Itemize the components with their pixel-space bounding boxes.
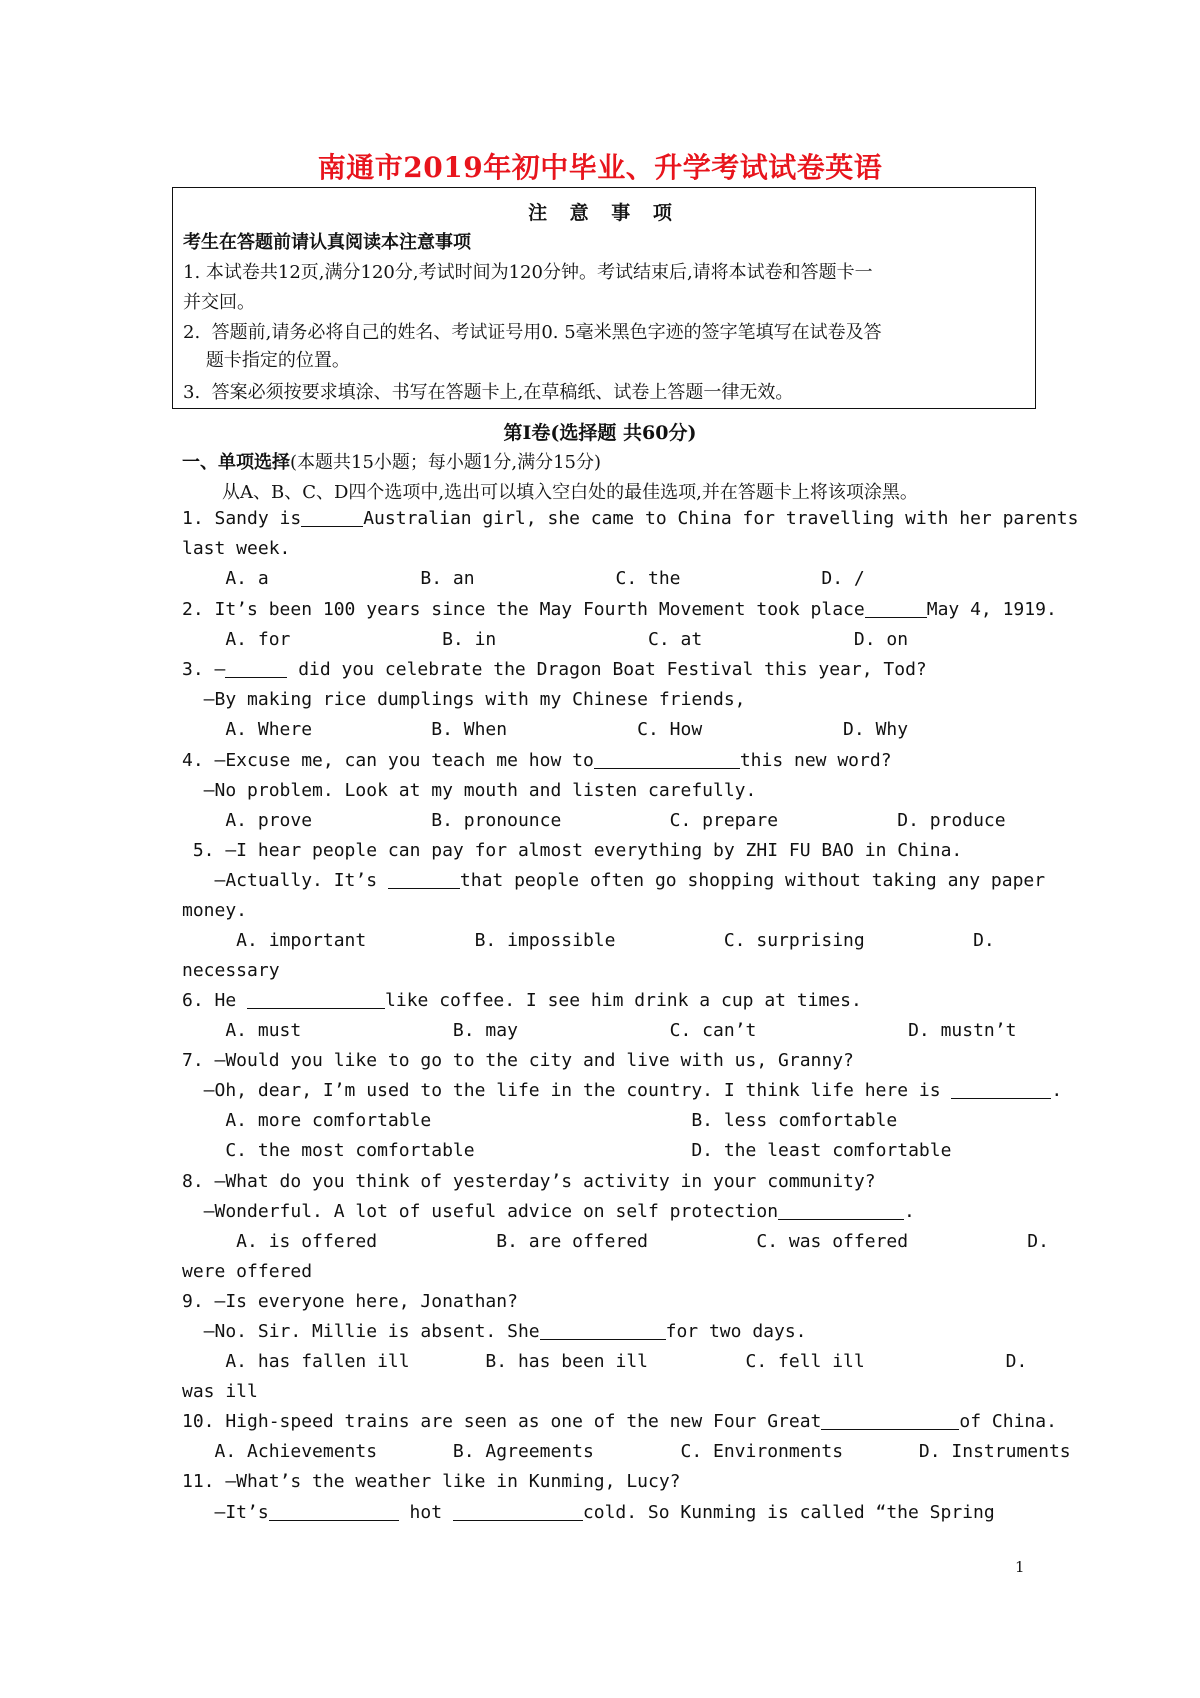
question-line: —No. Sir. Millie is absent. She for two days. [182,1321,807,1342]
question-line: —No problem. Look at my mouth and listen carefully. [182,780,757,801]
options-line: were offered [182,1261,313,1282]
question-line: money. [182,900,248,921]
notice-subheading: 考生在答题前请认真阅读本注意事项 [183,232,471,253]
answer-blank [594,750,740,769]
notice-item: 1. 本试卷共12页,满分120分,考试时间为120分钟。考试结束后,请将本试卷和答题卡一 [183,262,873,283]
question-line: 10. High-speed trains are seen as one of the new Four Great of China. [182,1411,1057,1432]
question-line: —Actually. It’s that people often go shopping without taking any paper [182,870,1046,891]
answer-blank [388,870,460,889]
question-line: 11. —What’s the weather like in Kunming, Lucy? [182,1471,681,1492]
question-line: —Wonderful. A lot of useful advice on self protection . [182,1201,915,1222]
answer-blank [225,659,287,678]
question-line: 1. Sandy is Australian girl, she came to China for travelling with her parents [182,508,1079,529]
section-heading [182,448,601,474]
options-line: A. prove B. pronounce C. prepare D. produce [182,810,1006,831]
options-line: C. the most comfortable D. the least comfortable [182,1140,952,1161]
options-line: was ill [182,1381,258,1402]
notice-box [172,187,1036,409]
answer-blank [540,1321,666,1340]
question-line: —Oh, dear, I’m used to the life in the country. I think life here is . [182,1080,1063,1101]
answer-blank [453,1502,583,1521]
question-line: 6. He like coffee. I see him drink a cup at times. [182,990,862,1011]
question-line: 4. —Excuse me, can you teach me how to this new word? [182,750,892,771]
question-line: last week. [182,538,291,559]
options-line: A. important B. impossible C. surprising D. [182,930,995,951]
part-title: 第Ⅰ卷(选择题 共60分) [503,422,697,444]
question-line: —It’s hot cold. So Kunming is called “the Spring [182,1502,995,1523]
question-line: —By making rice dumplings with my Chinese friends, [182,689,746,710]
options-line: A. Achievements B. Agreements C. Environments D. Instruments [182,1441,1071,1462]
answer-blank [865,599,927,618]
options-line: A. for B. in C. at D. on [182,629,909,650]
question-line: 8. —What do you think of yesterday’s activity in your community? [182,1171,876,1192]
notice-item: 2. 答题前,请务必将自己的姓名、考试证号用0. 5毫米黑色字迹的签字笔填写在试卷及答 [183,322,882,343]
options-line: A. a B. an C. the D. / [182,568,865,589]
answer-blank [821,1411,959,1430]
page-number: 1 [1015,1558,1025,1576]
notice-heading: 注 意 事 项 [528,202,680,224]
answer-blank [247,990,385,1009]
notice-item: 并交回。 [183,292,255,313]
notice-item: 3. 答案必须按要求填涂、书写在答题卡上,在草稿纸、试卷上答题一律无效。 [183,382,794,403]
options-line: A. has fallen ill B. has been ill C. fell ill D. [182,1351,1028,1372]
answer-blank [951,1080,1051,1099]
question-line: 3. — did you celebrate the Dragon Boat Festival this year, Tod? [182,659,927,680]
question-line: 5. —I hear people can pay for almost everything by ZHI FU BAO in China. [182,840,963,861]
notice-item: 题卡指定的位置。 [183,350,350,371]
page-title: 南通市2019年初中毕业、升学考试试卷英语 [317,151,883,184]
question-line: 7. —Would you like to go to the city and live with us, Granny? [182,1050,854,1071]
options-line: A. must B. may C. can’t D. mustn’t [182,1020,1017,1041]
answer-blank [778,1201,904,1220]
options-line: necessary [182,960,280,981]
options-line: A. more comfortable B. less comfortable [182,1110,898,1131]
answer-blank [269,1502,399,1521]
options-line: A. is offered B. are offered C. was offered D. [182,1231,1049,1252]
options-line: A. Where B. When C. How D. Why [182,719,909,740]
question-line: 2. It’s been 100 years since the May Fourth Movement took place May 4, 1919. [182,599,1057,620]
answer-blank [301,508,363,527]
section-instruction: 从A、B、C、D四个选项中,选出可以填入空白处的最佳选项,并在答题卡上将该项涂黑。 [222,482,918,503]
section-heading-label: 一、单项选择 [182,452,290,473]
section-heading-detail: (本题共15小题；每小题1分,满分15分) [290,452,602,473]
question-line: 9. —Is everyone here, Jonathan? [182,1291,518,1312]
